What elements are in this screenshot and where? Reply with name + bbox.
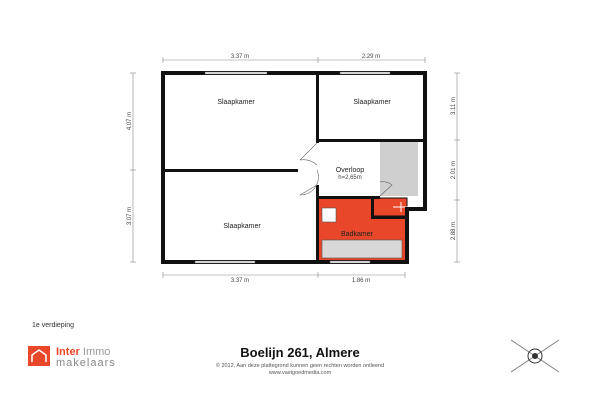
dim-bottom-left: 3.37 m [230, 278, 250, 284]
room-label-bedroom-bottom: Slaapkamer [223, 223, 261, 230]
dim-right-2: 2.01 m [451, 160, 457, 180]
copyright-note: © 2012, Aan deze plattegrond kunnen geen rechten worden ontleend [215, 363, 385, 369]
dim-right-3: 2.88 m [451, 221, 457, 241]
room-label-bedroom-large-top: Slaapkamer [217, 99, 255, 106]
dim-right-1: 3.11 m [451, 97, 457, 115]
website-note: www.vastgoedmedia.com [268, 370, 332, 376]
washbasin [322, 208, 336, 222]
compass-icon [505, 334, 565, 378]
room-label-landing: Overloop [335, 167, 365, 174]
dim-top-left: 3.37 m [230, 54, 250, 60]
logo-word-immo: Immo [82, 346, 111, 358]
floor-label: 1e verdieping [32, 322, 75, 329]
room-label-bathroom: Badkamer [341, 231, 373, 238]
dim-left-bottom: 3.07 m [127, 206, 133, 226]
landing-height: h=2,65m [338, 175, 362, 181]
dim-left-top: 4.07 m [127, 111, 133, 131]
logo-subtitle: makelaars [56, 357, 116, 369]
dim-bottom-right: 1.86 m [351, 278, 371, 284]
stair-hatch [380, 142, 418, 196]
property-title: Boelijn 261, Almere [240, 345, 360, 360]
logo-word-inter: Inter [56, 346, 80, 358]
dim-top-right: 2.29 m [361, 54, 381, 60]
room-label-bedroom-small-top: Slaapkamer [353, 99, 391, 106]
bathtub [322, 240, 402, 258]
